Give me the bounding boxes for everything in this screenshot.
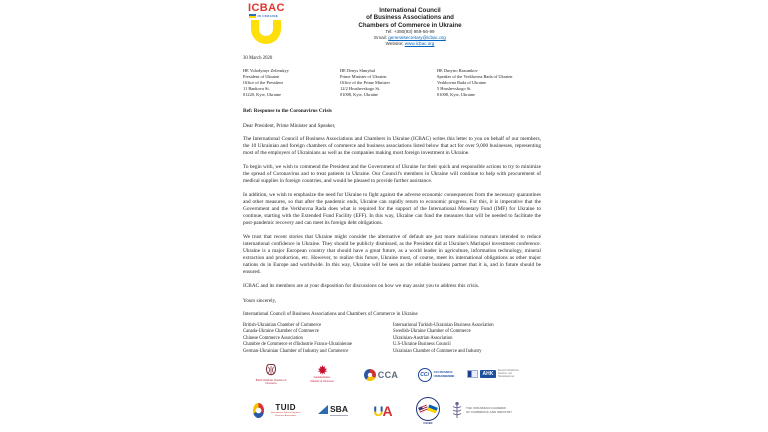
tuid-acronym: TUID bbox=[275, 402, 297, 412]
recipient-line: Speaker of the Verkhovna Rada of Ukraine bbox=[437, 74, 513, 80]
icbac-u-mark-icon bbox=[251, 20, 281, 44]
recipient-line: Verkhovna Rada of Ukraine bbox=[437, 80, 487, 86]
usubc-acronym: USUBC bbox=[423, 421, 433, 425]
cci-caption-line: UKRAINIENNE bbox=[433, 373, 455, 378]
recipient-line: 01008, Kyiv, Ukraine bbox=[340, 91, 379, 97]
sba-underline bbox=[330, 415, 348, 416]
signature-organization: International Council of Business Associations and Chambers of Commerce in Ukraine bbox=[243, 311, 418, 317]
signatory: International Turkish-Ukrainian Business Association bbox=[393, 322, 494, 328]
ahk-german-chamber-logo bbox=[467, 370, 543, 378]
phone-line: Tel: +380(93) 959-56-99 bbox=[385, 29, 435, 35]
org-name-line: International Council bbox=[379, 7, 441, 14]
sba-acronym: SBA bbox=[330, 404, 348, 414]
recipient-line: Office of the Prime Minister bbox=[340, 80, 390, 86]
heraldic-crest-icon bbox=[264, 364, 278, 379]
usubc-crossed-flags-icon bbox=[416, 397, 440, 421]
signatory-column-left bbox=[243, 323, 393, 356]
signatory: British-Ukrainian Chamber of Commerce bbox=[243, 322, 322, 328]
email-link[interactable]: generalsecretary@icbac.org bbox=[388, 35, 446, 41]
cci-mark-icon: CCi bbox=[418, 368, 432, 382]
maple-leaf-icon bbox=[317, 365, 328, 376]
tuid-pinwheel-icon bbox=[253, 403, 264, 418]
ahk-flag-icon bbox=[467, 370, 478, 378]
website-label: Website: bbox=[385, 41, 404, 47]
signatory: Chinese Commerce Association bbox=[243, 335, 303, 341]
sba-sail-icon bbox=[318, 405, 328, 414]
ukrainian-austrian-association-logo bbox=[361, 404, 405, 418]
ucci-caption-line: OF COMMERCE AND INDUSTRY bbox=[466, 409, 513, 414]
cucc-caption-line: Canada-Ukraine bbox=[313, 377, 331, 380]
ukrainian-chamber-commerce-industry-logo bbox=[451, 402, 533, 419]
org-name-line: Chambers of Commerce in Ukraine bbox=[358, 21, 462, 29]
ahk-caption-line: Handelskammer bbox=[497, 375, 515, 378]
signatory: Ukrainian-Austrian Association bbox=[393, 335, 453, 341]
letter-date: 30 March 2020 bbox=[243, 56, 273, 62]
cca-swirl-icon bbox=[364, 369, 376, 381]
chinese-commerce-association-logo bbox=[357, 369, 405, 381]
email-label: Email: bbox=[374, 35, 387, 41]
icbac-tagline-text: IN UKRAINE bbox=[257, 14, 279, 18]
usubc-logo bbox=[411, 397, 445, 425]
uaa-letter-a: A bbox=[382, 402, 393, 419]
sba-swedish-business-logo bbox=[311, 405, 355, 416]
recipient-line: Prime Minister of Ukraine bbox=[340, 74, 387, 80]
recipient-blocks bbox=[243, 68, 541, 98]
member-logos-footer bbox=[253, 357, 535, 428]
recipient-prime-minister bbox=[340, 68, 437, 98]
recipient-line: 5 Hrushevskogo St. bbox=[437, 85, 472, 91]
ucci-caption-line: THE UKRAINIAN CHAMBER bbox=[466, 405, 506, 410]
recipient-line: 11 Bankova St. bbox=[243, 85, 270, 91]
letter-page bbox=[243, 0, 541, 432]
body-paragraph: To begin with, we wish to commend the President and the Government of Ukraine for their quick and responsible actions to try to minimize the spread of Coronavirus and to treat patients in Ukraine. Our Council's members in Ukraine will continue to help with procurement of medical supplies in foreign countries, and would be pleased to provide further assistance. bbox=[243, 163, 541, 184]
recipient-line: HE Dmytro Razumkov bbox=[437, 68, 478, 74]
website-line bbox=[328, 41, 492, 47]
british-ukrainian-chamber-logo bbox=[253, 364, 289, 386]
ahk-acronym: AHK bbox=[480, 370, 496, 378]
body-paragraph: In addition, we wish to emphasize the need for Ukraine to fight against the adverse economic consequences from the necessary quarantines and other measures, so that after the pandemic ends, Ukraine can rapidly return to economic progress. For this, it is imperative that the Government and the Verkhovna Rada does what is required for the support of the International Monetary Fund (IMF) for Ukraine to continue, starting with the Extended Fund Facility (EFF). In this way, Ukraine can fund the measures that will be needed to facilitate the post-pandemic recovery and can meet its foreign debt obligations. bbox=[243, 191, 541, 226]
uaa-letter-u: U bbox=[373, 402, 384, 419]
signatory: Canada-Ukraine Chamber of Commerce bbox=[243, 329, 319, 335]
recipient-president bbox=[243, 68, 340, 98]
tuid-turkish-ukrainian-logo bbox=[253, 403, 305, 418]
website-link[interactable]: www.icbac.org bbox=[404, 41, 435, 47]
recipient-line: HE Volodymyr Zelenskyy bbox=[243, 68, 289, 74]
signatory: Swedish-Ukraine Chamber of Commerce bbox=[393, 329, 471, 335]
closing: Yours sincerely, bbox=[243, 297, 277, 304]
icbac-logo-tagline bbox=[249, 14, 298, 18]
recipient-line: 12/2 Hrushevskogo St. bbox=[340, 85, 381, 91]
cca-acronym: CCA bbox=[377, 369, 399, 380]
recipient-line: 01220, Kyiv, Ukraine bbox=[243, 91, 282, 97]
recipient-line: 01008, Kyiv, Ukraine bbox=[437, 91, 476, 97]
caduceus-icon bbox=[451, 402, 463, 419]
ahk-caption-line: Industrie- und bbox=[497, 373, 512, 376]
body-paragraph: ICBAC and its members are at your disposition for discussions on how we may assist you to address this crisis. bbox=[243, 282, 480, 289]
cci-franco-ukrainienne-logo bbox=[410, 368, 462, 382]
letterhead-text bbox=[328, 3, 492, 47]
salutation: Dear President, Prime Minister and Speaker, bbox=[243, 122, 336, 129]
icbac-logo bbox=[243, 3, 298, 47]
signatory: German-Ukrainian Chamber of Industry and Commerce bbox=[243, 348, 349, 354]
signatory: U.S-Ukraine Business Council bbox=[393, 342, 451, 348]
signatory-list bbox=[243, 323, 541, 356]
canada-ukraine-chamber-logo bbox=[293, 365, 351, 384]
ukraine-flag-icon bbox=[427, 404, 438, 413]
recipient-line: Office of the President bbox=[243, 80, 283, 86]
signatory: Chambre de Commerce et d'Industrie Franco-Ukrainienne bbox=[243, 342, 353, 348]
tuid-caption: International Turkish-Ukrainian Business Association bbox=[270, 411, 301, 417]
signatory: Ukrainian Chamber of Commerce and Industry bbox=[393, 348, 482, 354]
logo-row-1 bbox=[253, 357, 535, 392]
ahk-caption bbox=[498, 370, 532, 378]
signatory-column-right bbox=[393, 323, 541, 356]
ucci-caption bbox=[466, 407, 512, 415]
cci-caption-line: CCI FRANCO bbox=[433, 369, 453, 374]
body-paragraph: We trust that recent stories that Ukraine might consider the alternative of default are just more malicious rumours intended to reduce international confidence in Ukraine. They should be publicly dismissed, as the President did at Ukraine's Mariupol investment conference. Ukraine is a major European country that should have a great future, as a world leader in agriculture, information technology, mineral extraction and production, etc. However, to realize this future, Ukraine must, of course, meet its international obligations as other major nations do in Europe and worldwide. In this way, Ukraine will be seen as the reliable business partner that it is, and in future should be ensured. bbox=[243, 233, 541, 275]
ukraine-flag-icon bbox=[249, 14, 256, 18]
ahk-caption-line: Deutsch-Ukrainische bbox=[497, 370, 520, 373]
bucc-caption: British Ukrainian Chamber of Commerce bbox=[255, 378, 287, 385]
body-paragraph: The International Council of Business Associations and Chambers in Ukraine (ICBAC) writes this letter to you on behalf of our members, the 10 Ukrainian and foreign chambers of commerce and business associations listed below that act for over 9,000 businesses, representing most of the employers of Ukrainians as well as the companies making most foreign investment in Ukraine. bbox=[243, 135, 541, 156]
subject-line: Ref: Response to the Coronavirus Crisis bbox=[243, 107, 332, 114]
recipient-speaker bbox=[437, 68, 541, 98]
recipient-line: President of Ukraine bbox=[243, 74, 280, 80]
logo-row-2 bbox=[253, 393, 535, 428]
cucc-caption-line: Chamber of Commerce bbox=[310, 381, 334, 383]
cci-caption bbox=[434, 371, 455, 378]
icbac-logo-acronym: ICBAC bbox=[248, 2, 285, 14]
recipient-line: HE Denys Shmyhal bbox=[340, 68, 375, 74]
letterhead bbox=[243, 3, 541, 47]
org-name-line: of Business Associations and bbox=[366, 14, 454, 22]
